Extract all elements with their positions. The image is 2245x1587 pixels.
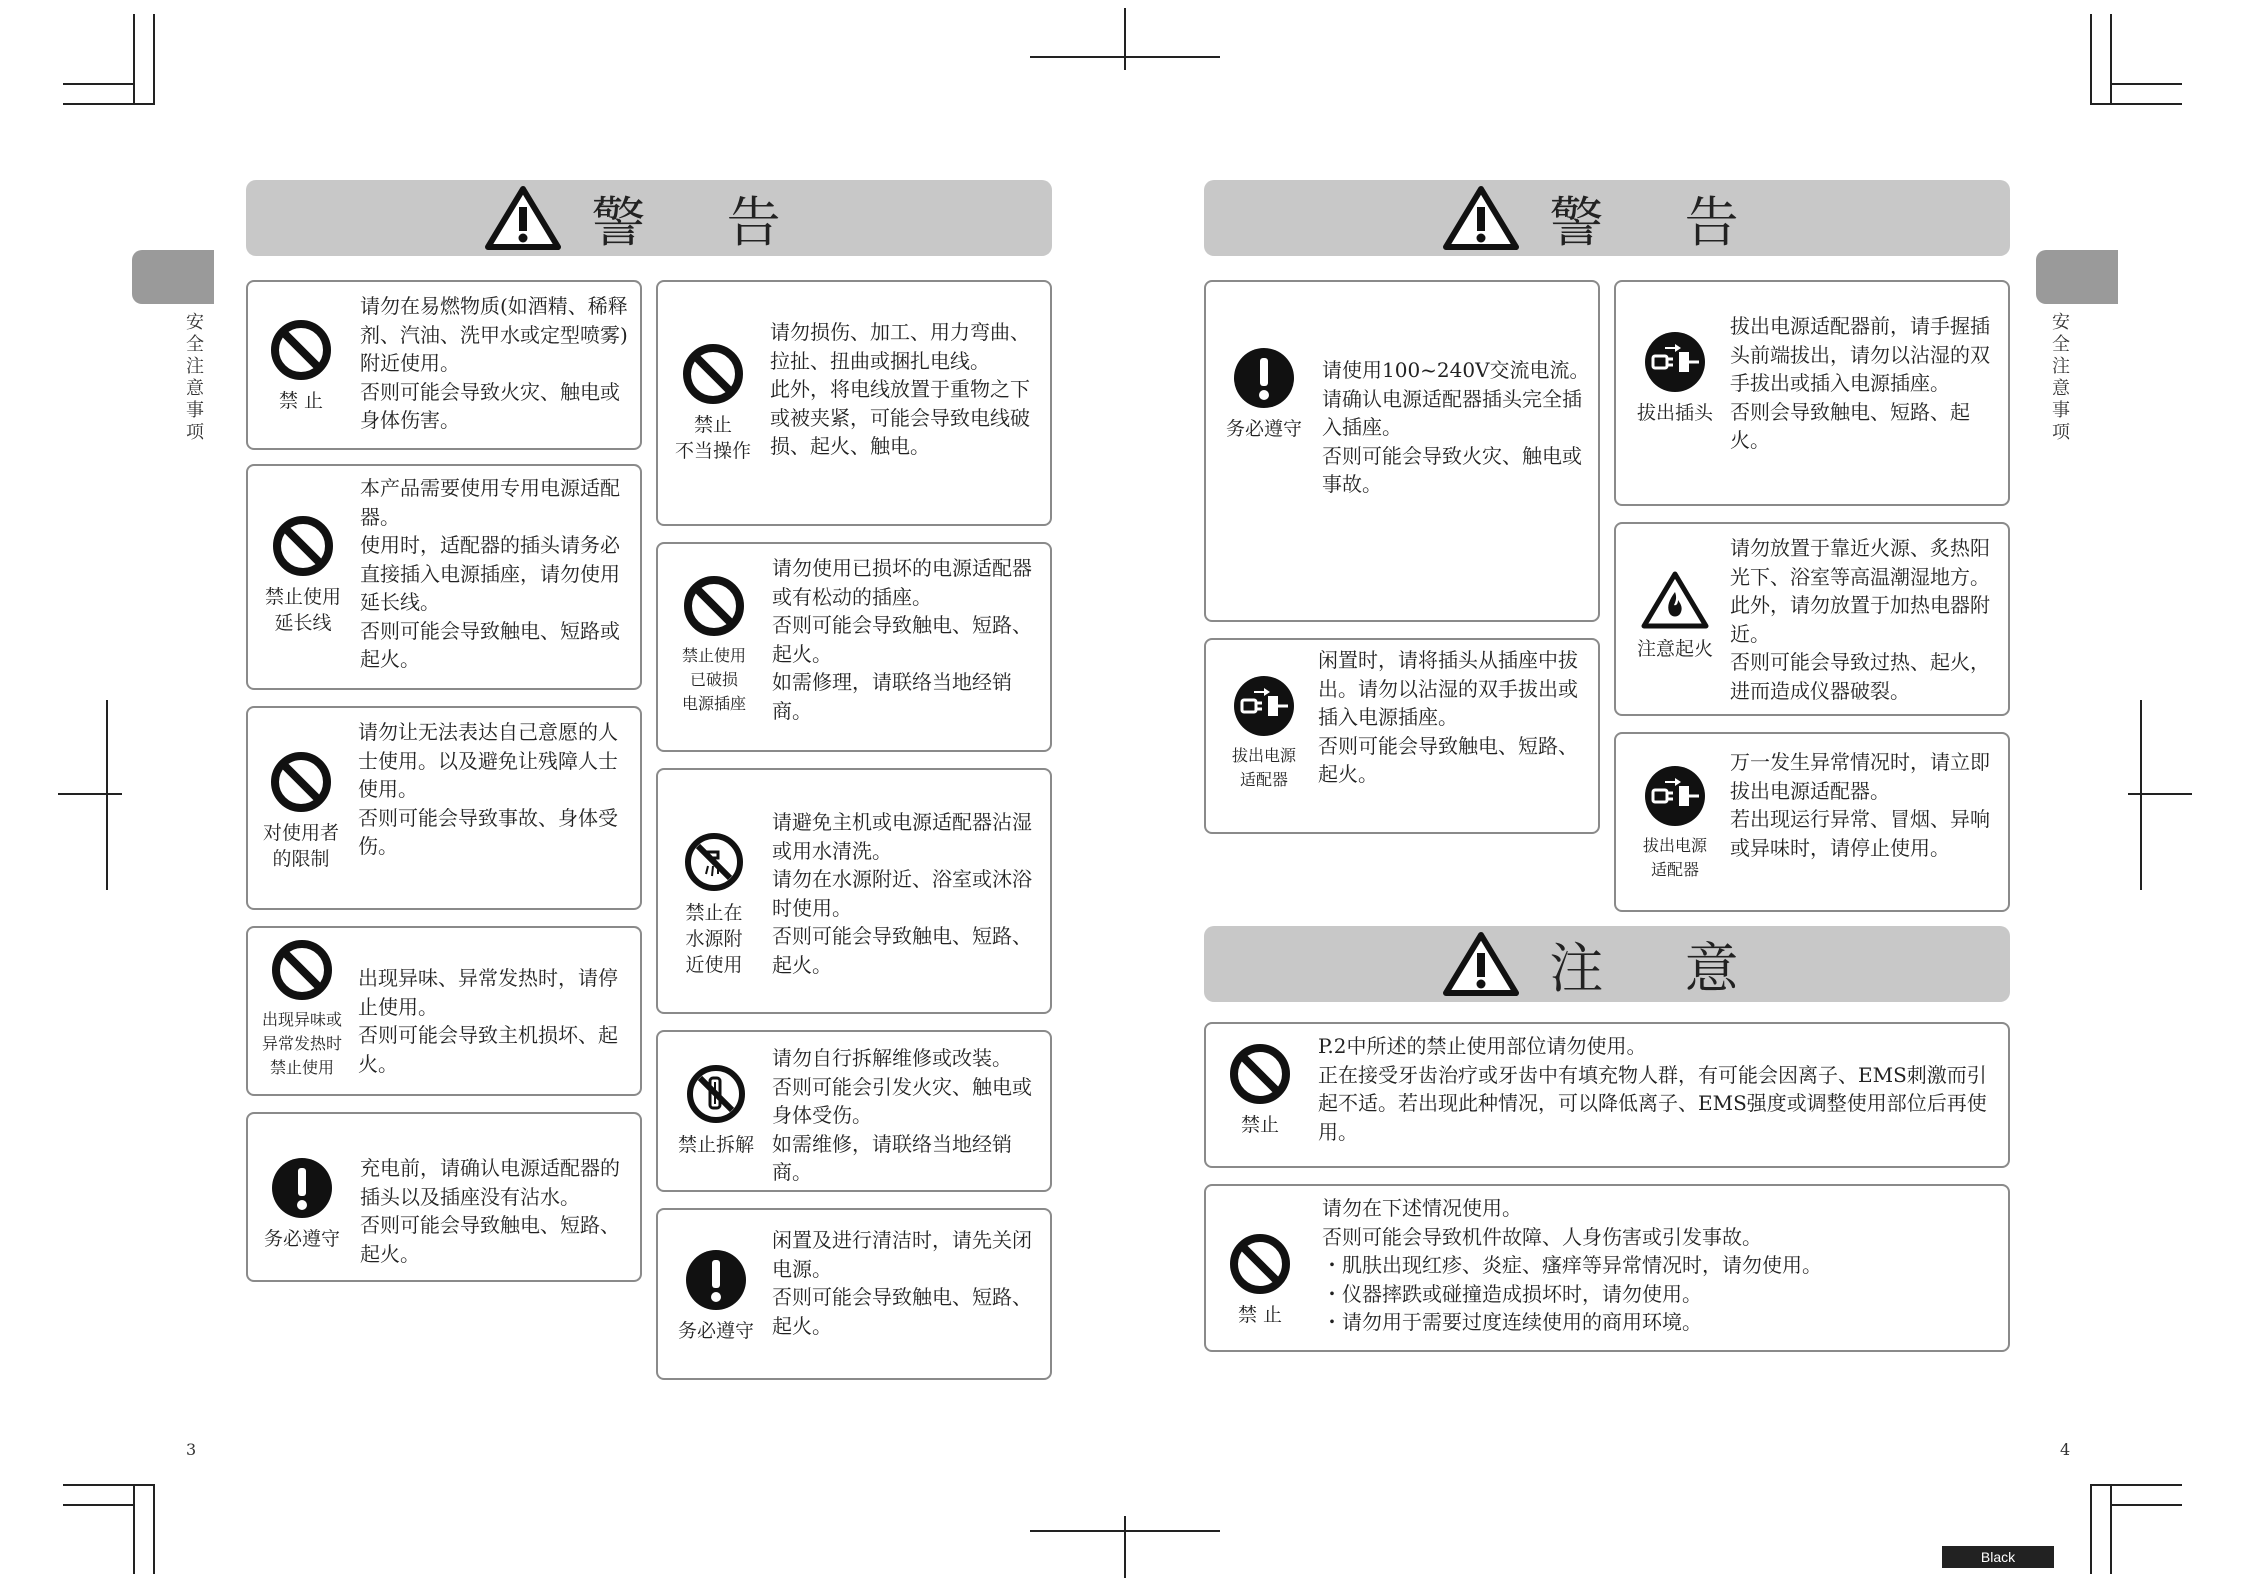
item-text: 否则可能会导致触电、短路、起火。 bbox=[1318, 733, 1578, 786]
item-text: 否则可能会导致触电、短路、起火。 bbox=[772, 613, 1032, 666]
item-text: 请勿损伤、加工、用力弯曲、拉扯、扭曲或捆扎电线。 bbox=[770, 320, 1030, 373]
prohibited-icon bbox=[682, 574, 746, 638]
warning-item bbox=[246, 926, 642, 1096]
item-text: 本产品需要使用专用电源适配器。 bbox=[360, 476, 620, 529]
item-text: 请避免主机或电源适配器沾湿或用水清洗。 bbox=[772, 810, 1032, 863]
item-text: 请勿在水源附近、浴室或沐浴时使用。 bbox=[772, 867, 1032, 920]
unplug-icon bbox=[1643, 330, 1707, 394]
item-text: 否则可能会引发火灾、触电或身体受伤。 bbox=[772, 1074, 1032, 1127]
no-disassembly-icon bbox=[684, 1062, 748, 1126]
item-text: 否则可能会导致触电、短路、起火。 bbox=[772, 1285, 1032, 1338]
item-text: 万一发生异常情况时，请立即拔出电源适配器。 bbox=[1730, 750, 1990, 803]
item-text: ・肌肤出现红疹、炎症、瘙痒等异常情况时，请勿使用。 bbox=[1322, 1253, 1822, 1277]
item-text: 出现异味、异常发热时，请停止使用。 bbox=[358, 966, 618, 1019]
item-label: 拔出电源 适配器 bbox=[1231, 746, 1296, 789]
warning-item bbox=[656, 1030, 1052, 1192]
item-text: 否则可能会导致火灾、触电或身体伤害。 bbox=[360, 379, 620, 432]
left-side-tab bbox=[132, 250, 214, 304]
item-label: 禁 止 bbox=[1237, 1304, 1283, 1326]
item-text: 如需维修，请联络当地经销商。 bbox=[772, 1131, 1012, 1184]
item-text: 否则可能会导致触电、短路、起火。 bbox=[360, 1213, 620, 1266]
item-label: 禁止 bbox=[1240, 1114, 1279, 1136]
item-label: 注意起火 bbox=[1636, 638, 1713, 660]
item-text: 否则可能会导致事故、身体受伤。 bbox=[358, 805, 618, 858]
warning-item bbox=[1614, 522, 2010, 716]
warning-item bbox=[1204, 280, 1600, 622]
prohibited-icon bbox=[1228, 1042, 1292, 1106]
caution-banner bbox=[1204, 926, 2010, 1002]
item-text: 否则可能会导致过热、起火，进而造成仪器破裂。 bbox=[1730, 650, 1990, 703]
item-label: 禁止拆解 bbox=[677, 1134, 754, 1156]
mandatory-icon bbox=[1232, 346, 1296, 410]
item-text: 使用时，适配器的插头请务必直接插入电源插座，请勿使用延长线。 bbox=[360, 533, 620, 614]
item-text: 请勿自行拆解维修或改装。 bbox=[772, 1046, 1012, 1070]
item-text: 请勿在下述情况使用。 bbox=[1322, 1196, 1522, 1220]
right-warning-banner bbox=[1204, 180, 2010, 256]
warning-item bbox=[246, 1112, 642, 1282]
item-label: 禁止使用 延长线 bbox=[264, 586, 341, 634]
item-text: 充电前，请确认电源适配器的插头以及插座没有沾水。 bbox=[360, 1156, 620, 1209]
caution-item bbox=[1204, 1184, 2010, 1352]
right-warning-title: 警 告 bbox=[1549, 190, 1771, 254]
fire-warning-icon bbox=[1641, 570, 1709, 630]
item-text: 否则可能会导致机件故障、人身伤害或引发事故。 bbox=[1322, 1224, 1762, 1249]
left-page-number: 3 bbox=[186, 1440, 197, 1459]
warning-triangle-icon bbox=[1443, 931, 1519, 997]
warning-triangle-icon bbox=[485, 185, 561, 251]
mandatory-icon bbox=[684, 1248, 748, 1312]
warning-item bbox=[656, 1208, 1052, 1380]
prohibited-icon bbox=[270, 938, 334, 1002]
item-label: 务必遵守 bbox=[677, 1320, 754, 1342]
item-text: 否则可能会导致主机损坏、起火。 bbox=[358, 1023, 618, 1076]
item-text: 否则可能会导致火灾、触电或事故。 bbox=[1322, 443, 1582, 496]
item-text: 请勿让无法表达自己意愿的人士使用。以及避免让残障人士使用。 bbox=[358, 720, 618, 801]
item-text: P.2中所述的禁止使用部位请勿使用。 bbox=[1318, 1034, 1647, 1058]
prohibited-icon bbox=[269, 318, 333, 382]
color-tag: Black bbox=[1942, 1546, 2054, 1568]
warning-item bbox=[1204, 638, 1600, 834]
item-label: 出现异味或 异常发热时 禁止使用 bbox=[261, 1010, 342, 1077]
warning-item bbox=[246, 280, 642, 450]
prohibited-icon bbox=[681, 342, 745, 406]
warning-item bbox=[656, 280, 1052, 526]
left-warning-banner bbox=[246, 180, 1052, 256]
item-text: 此外，将电线放置于重物之下或被夹紧，可能会导致电线破损、起火、触电。 bbox=[770, 377, 1030, 458]
item-text: 请勿使用已损坏的电源适配器或有松动的插座。 bbox=[772, 556, 1032, 609]
warning-item bbox=[246, 464, 642, 690]
item-label: 禁止 不当操作 bbox=[674, 414, 751, 462]
right-side-tab bbox=[2036, 250, 2118, 304]
item-label: 对使用者 的限制 bbox=[262, 822, 339, 870]
left-side-label: 安全注意事项 bbox=[183, 312, 204, 444]
item-text: 请勿放置于靠近火源、炙热阳光下、浴室等高温潮湿地方。此外，请勿放置于加热电器附近。 bbox=[1730, 536, 1990, 646]
warning-item bbox=[1614, 732, 2010, 912]
item-text: 闲置及进行清洁时，请先关闭电源。 bbox=[772, 1228, 1032, 1281]
item-label: 拔出插头 bbox=[1636, 402, 1713, 424]
item-text: 拔出电源适配器前，请手握插头前端拔出，请勿以沾湿的双手拔出或插入电源插座。 bbox=[1730, 314, 1990, 395]
item-text: 请使用100~240V交流电流。请确认电源适配器插头完全插入插座。 bbox=[1322, 358, 1590, 439]
caution-item bbox=[1204, 1022, 2010, 1168]
item-text: 否则会导致触电、短路、起火。 bbox=[1730, 399, 1970, 452]
mandatory-icon bbox=[270, 1156, 334, 1220]
item-text: ・请勿用于需要过度连续使用的商用环境。 bbox=[1322, 1310, 1702, 1334]
item-text: 否则可能会导致触电、短路、起火。 bbox=[772, 924, 1032, 977]
item-text: 若出现运行异常、冒烟、异响或异味时，请停止使用。 bbox=[1730, 807, 1990, 860]
right-page-number: 4 bbox=[2060, 1440, 2071, 1459]
warning-item bbox=[1614, 280, 2010, 506]
item-label: 禁止在 水源附 近使用 bbox=[685, 902, 743, 976]
item-text: 闲置时，请将插头从插座中拔出。请勿以沾湿的双手拔出或插入电源插座。 bbox=[1318, 648, 1578, 729]
right-side-label: 安全注意事项 bbox=[2049, 312, 2070, 444]
warning-item bbox=[656, 768, 1052, 1014]
prohibited-icon bbox=[1228, 1232, 1292, 1296]
caution-title: 注 意 bbox=[1549, 936, 1771, 1000]
item-text: 请勿在易燃物质(如酒精、稀释剂、汽油、洗甲水或定型喷雾)附近使用。 bbox=[360, 294, 628, 375]
item-label: 务必遵守 bbox=[263, 1228, 340, 1250]
warning-item bbox=[246, 706, 642, 910]
unplug-icon bbox=[1232, 674, 1296, 738]
item-text: 正在接受牙齿治疗或牙齿中有填充物人群，有可能会因离子、EMS刺激而引起不适。若出现此种情况，可以降低离子、EMS强度或调整使用部位后再使用。 bbox=[1318, 1062, 1987, 1144]
item-label: 务必遵守 bbox=[1225, 418, 1302, 440]
warning-item bbox=[656, 542, 1052, 752]
left-warning-title: 警 告 bbox=[591, 190, 813, 254]
item-label: 禁止使用 已破损 电源插座 bbox=[681, 646, 746, 713]
prohibited-icon bbox=[269, 750, 333, 814]
warning-triangle-icon bbox=[1443, 185, 1519, 251]
no-water-icon bbox=[682, 830, 746, 894]
item-text: 如需修理，请联络当地经销商。 bbox=[772, 670, 1012, 723]
item-label: 禁 止 bbox=[278, 390, 324, 412]
unplug-icon bbox=[1643, 764, 1707, 828]
item-text: 否则可能会导致触电、短路或起火。 bbox=[360, 618, 620, 671]
item-text: ・仪器摔跌或碰撞造成损坏时，请勿使用。 bbox=[1322, 1281, 1702, 1306]
prohibited-icon bbox=[271, 514, 335, 578]
item-label: 拔出电源 适配器 bbox=[1642, 836, 1707, 879]
